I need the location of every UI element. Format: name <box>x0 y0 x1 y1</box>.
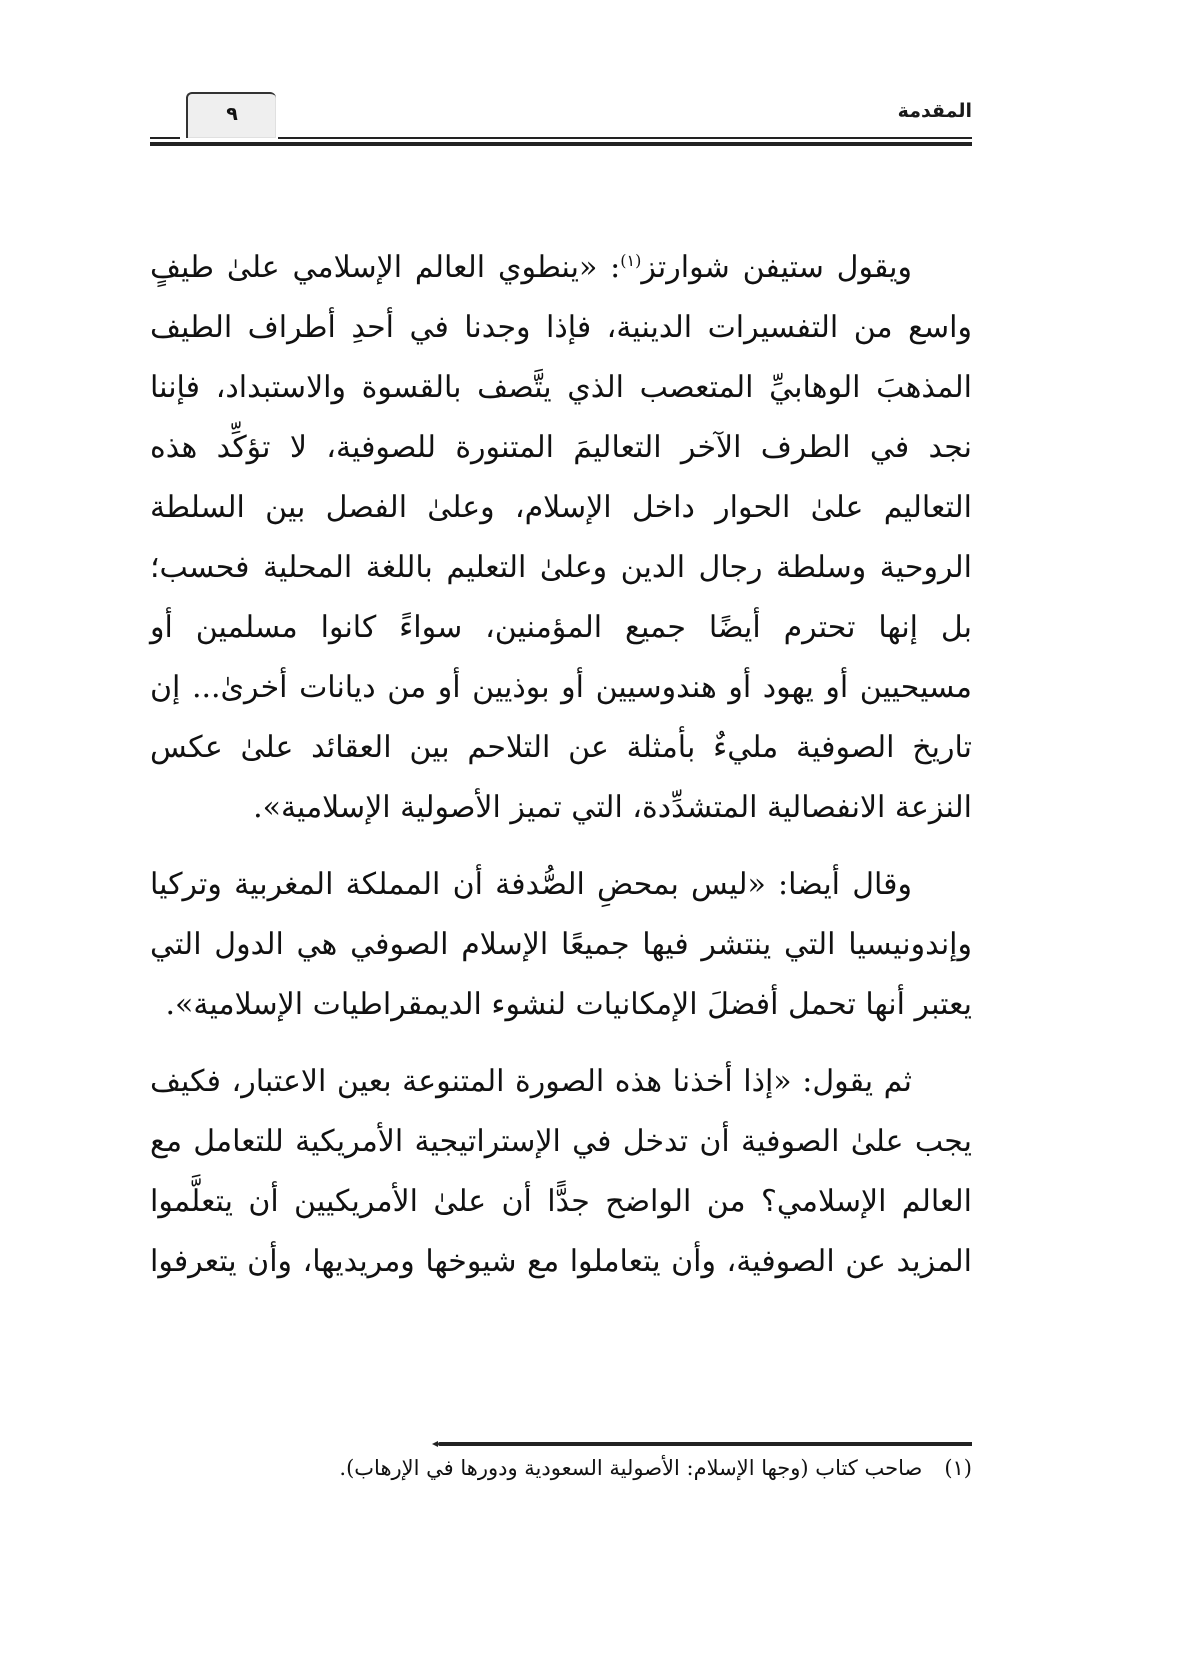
footnote-text: صاحب كتاب (وجها الإسلام: الأصولية السعودية ودورها في الإرهاب). <box>339 1456 923 1480</box>
header-rule-thin <box>278 137 972 139</box>
paragraph: ثم يقول: «إذا أخذنا هذه الصورة المتنوعة بعين الاعتبار، فكيف يجب علىٰ الصوفية أن تدخل في الإستراتيجية الأمريكية للتعامل مع العالم الإسلامي؟ من الواضح جدًّا أن علىٰ الأمريكيين أن يتعلَّموا المزيد عن الصوفية، وأن يتعاملوا مع شيوخها ومريديها، وأن يتعرفوا <box>150 1064 972 1279</box>
footnote-reference[interactable]: (١) <box>620 251 642 270</box>
page-number: ٩ <box>186 92 276 138</box>
paragraph-text: : «ينطوي العالم الإسلامي علىٰ طيفٍ واسع من التفسيرات الدينية، فإذا وجدنا في أحدِ أطراف الطيف المذهبَ الوهابيِّ المتعصب الذي يتَّصف بالقسوة والاستبداد، فإننا نجد في الطرف الآخر التعاليمَ المتنورة للصوفية، لا تؤكِّد هذه التعاليم علىٰ الحوار داخل الإسلام، وعلىٰ الفصل بين السلطة الروحية وسلطة رجال الدين وعلىٰ التعليم باللغة المحلية فحسب؛ بل إنها تحترم أيضًا جميع المؤمنين، سواءً كانوا مسلمين أو مسيحيين أو يهود أو هندوسيين أو بوذيين أو من ديانات أخرىٰ... إن تاريخ الصوفية مليءٌ بأمثلة عن التلاحم بين العقائد علىٰ عكس النزعة الانفصالية المتشدِّدة، التي تميز الأصولية الإسلامية». <box>150 250 972 825</box>
footnote-separator <box>438 1442 972 1446</box>
header-rule-thin <box>150 137 180 139</box>
paragraph: وقال أيضا: «ليس بمحضِ الصُّدفة أن المملكة المغربية وتركيا وإندونيسيا التي ينتشر فيها جميعًا الإسلام الصوفي هي الدول التي يعتبر أنها تحمل أفضلَ الإمكانيات لنشوء الديمقراطيات الإسلامية». <box>150 867 972 1022</box>
paragraph-text: ويقول ستيفن شوارتز <box>641 250 912 285</box>
page-header <box>150 88 972 148</box>
body-text <box>150 238 972 1292</box>
running-title: المقدمة <box>897 100 972 122</box>
footnote <box>150 1452 972 1484</box>
footnote-number: (١) <box>944 1456 972 1480</box>
header-rule-thick <box>150 142 972 146</box>
paragraph <box>150 238 972 838</box>
